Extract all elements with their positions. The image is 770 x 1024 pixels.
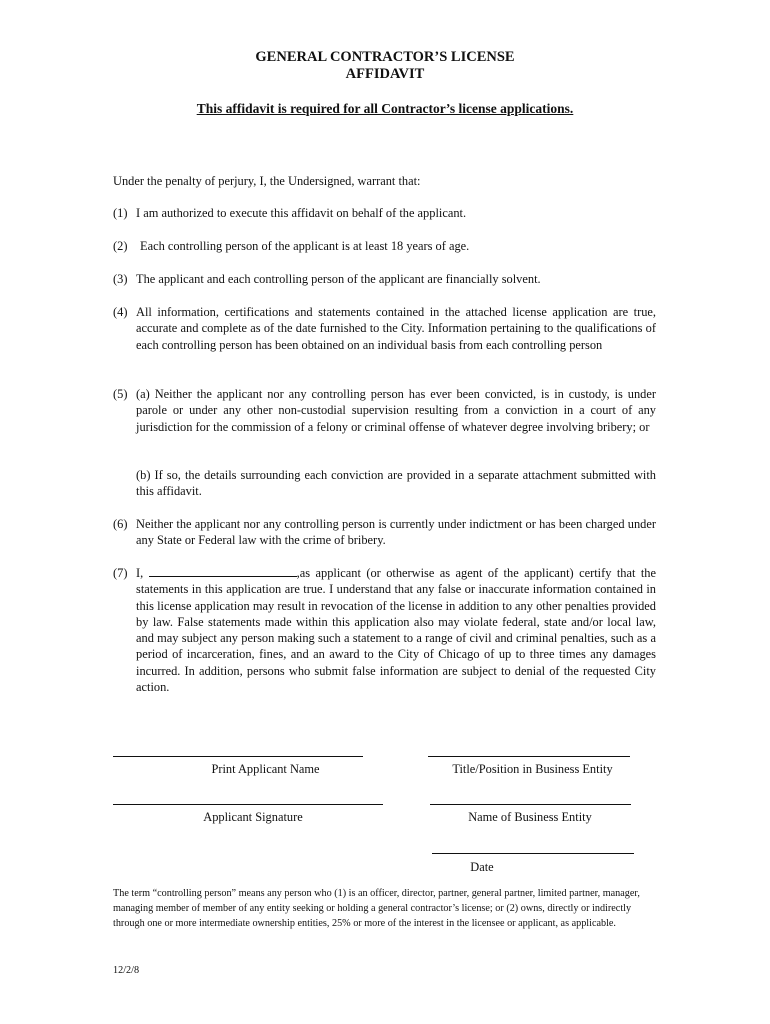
statement-2 [113, 238, 656, 254]
statement-number: (1) [113, 206, 128, 220]
statement-number: (3) [113, 272, 128, 286]
statement-text [136, 565, 656, 695]
statement-body: ,as applicant (or otherwise as agent of the applicant) certify that the statements in this application are true. I understand that any false or inaccurate information contained in this license application may result in revocation of the license in addition to any other penalties provided by law. False statements made within this application also may violate federal, state and/or local law, and may subject any person making such a statement to a range of civil and criminal penalties, such as a period of incarceration, fines, and an award to the City of Chicago of up to three times any damages incurred. In addition, persons who submit false information are subject to denial of the requested City action. [136, 566, 656, 695]
statement-text: (b) If so, the details surrounding each conviction are provided in a separate attachment submitted with this affidavit. [136, 468, 656, 499]
statement-text: Each controlling person of the applicant is at least 18 years of age. [140, 239, 470, 253]
statement-text: All information, certifications and statements contained in the attached license application are true, accurate and complete as of the date furnished to the City. Information pertaining to the qualifications of each controlling person has been obtained on an individual basis from each controlling person [136, 305, 656, 352]
applicant-name-blank[interactable] [149, 565, 297, 577]
form-title-affidavit: AFFIDAVIT [345, 66, 425, 82]
date-line[interactable] [432, 853, 634, 854]
statement-7 [113, 565, 656, 695]
applicant-signature-line[interactable] [113, 804, 383, 805]
statement-5b [113, 467, 656, 500]
business-name-label: Name of Business Entity [468, 810, 592, 824]
document-date: 12/2/8 [113, 965, 140, 976]
print-name-label: Print Applicant Name [211, 762, 320, 776]
statement-text: (a) Neither the applicant nor any controlling person has ever been convicted, is in custody, is under parole or under any other non-custodial supervision resulting from a conviction in a court of any jurisdiction for the commission of a felony or criminal offense of whatever degree involving bribery; or [136, 387, 656, 434]
title-position-label: Title/Position in Business Entity [452, 762, 613, 776]
intro-statement: Under the penalty of perjury, I, the Undersigned, warrant that: [113, 174, 421, 188]
statement-text: The applicant and each controlling person of the applicant are financially solvent. [136, 272, 541, 286]
statement-number: (5) [113, 387, 128, 401]
statement-number: (4) [113, 305, 128, 319]
statement-5a [113, 386, 656, 435]
applicant-signature-label: Applicant Signature [203, 810, 303, 824]
title-position-line[interactable] [428, 756, 630, 757]
date-label: Date [470, 860, 494, 874]
statement-text: I am authorized to execute this affidavit on behalf of the applicant. [136, 206, 467, 220]
statement-number: (7) [113, 566, 128, 580]
form-subtitle: This affidavit is required for all Contractor’s license applications. [196, 101, 574, 116]
controlling-person-footnote: The term “controlling person” means any person who (1) is an officer, director, partner, general partner, limited partner, manager, managing member of member of any entity seeking or holding a general contractor’s license; or (2) owns, directly or indirectly through one or more intermediate ownership entities, 25% or more of the interest in the licensee or applicant, as applicable. [113, 888, 640, 929]
statement-prefix: I, [136, 566, 149, 580]
form-title: GENERAL CONTRACTOR’S LICENSE [255, 49, 515, 65]
statement-1 [113, 205, 656, 221]
statement-4 [113, 304, 656, 353]
print-name-line[interactable] [113, 756, 363, 757]
statement-3 [113, 271, 656, 287]
statement-number: (2) [113, 239, 128, 253]
statement-text: Neither the applicant nor any controlling person is currently under indictment or has been charged under any State or Federal law with the crime of bribery. [136, 517, 656, 548]
statement-number: (6) [113, 517, 128, 531]
statement-6 [113, 516, 656, 549]
business-name-line[interactable] [430, 804, 631, 805]
